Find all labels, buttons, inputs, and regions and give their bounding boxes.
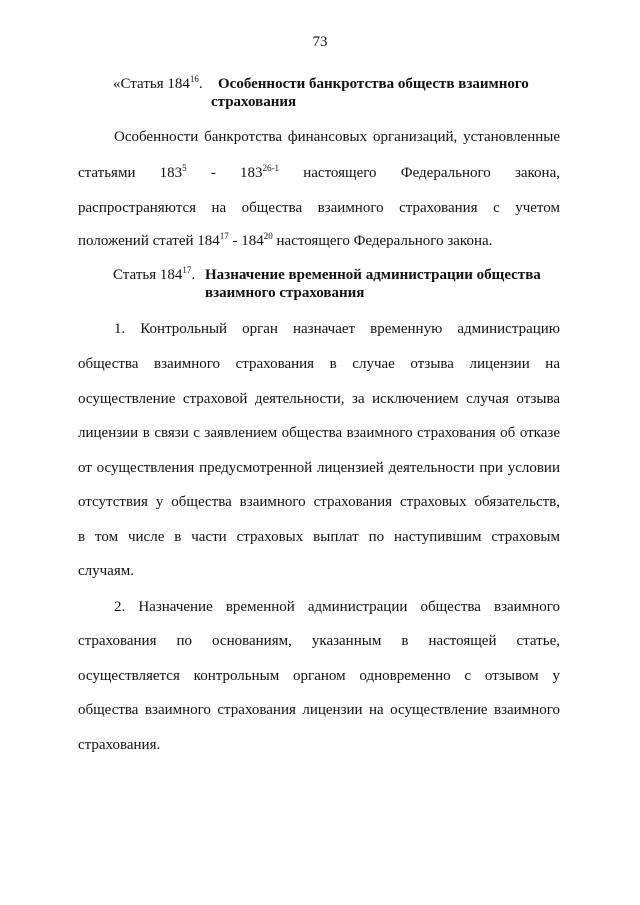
- para1-l4-c: настоящего Федерального закона.: [272, 233, 493, 249]
- article-184-17-title-line2: взаимного страхования: [205, 285, 365, 301]
- para1-l2-c: -: [210, 165, 216, 181]
- page-number: 73: [312, 34, 328, 50]
- quote-mark: «: [113, 76, 121, 92]
- item2-line1: 2. Назначение временной администрации общества взаимного: [114, 599, 560, 615]
- article-label-dot: .: [191, 267, 196, 283]
- article-label-sup: 16: [189, 74, 199, 84]
- article-184-16-title-line2: страхования: [211, 94, 297, 110]
- item1-line1: 1. Контрольный орган назначает временную администрацию: [114, 321, 560, 337]
- para1-l2-d: [240, 165, 279, 181]
- para1-line2: [78, 164, 560, 182]
- article-184-17-title-line1: Назначение временной администрации общества: [205, 267, 541, 283]
- para1-l4-a-sup: 17: [219, 231, 229, 241]
- article-184-17-label: [113, 266, 195, 284]
- para1-l4-b-sup: 20: [263, 231, 273, 241]
- para1-l2-d-sup: 26-1: [262, 163, 280, 173]
- article-label-dot: .: [198, 76, 203, 92]
- article-label-text: Статья 184: [120, 76, 190, 92]
- para1-l2-a: статьями: [78, 165, 136, 181]
- para1-l2-d-text: 183: [240, 165, 263, 181]
- item1-line4: лицензии в связи с заявлением общества взаимного страхования об отказе: [78, 425, 560, 441]
- para1-l2-b-sup: 5: [182, 163, 187, 173]
- para1-l4-a: положений статей 184: [78, 233, 220, 249]
- item1-line7: в том числе в части страховых выплат по наступившим страховым: [78, 529, 560, 545]
- article-label-sup: 17: [182, 265, 192, 275]
- item1-line5: от осуществления предусмотренной лицензией деятельности при условии: [78, 460, 560, 476]
- item1-line2: общества взаимного страхования в случае отзыва лицензии на: [78, 356, 560, 372]
- para1-line3: распространяются на общества взаимного страхования с учетом: [78, 200, 560, 216]
- item2-line4: общества взаимного страхования лицензии на осуществление взаимного: [78, 702, 560, 718]
- para1-l4-b: - 184: [228, 233, 264, 249]
- item1-line3: осуществление страховой деятельности, за исключением случая отзыва: [78, 391, 560, 407]
- para1-line1: Особенности банкротства финансовых организаций, установленные: [114, 129, 560, 145]
- para1-l2-b: [160, 165, 187, 181]
- item1-line6: отсутствия у общества взаимного страхования страховых обязательств,: [78, 494, 560, 510]
- para1-l2-f: Федерального: [400, 165, 491, 181]
- article-184-16-label: [113, 75, 203, 93]
- item2-line2: страхования по основаниям, указанным в настоящей статье,: [78, 633, 560, 649]
- para1-l2-g: закона,: [514, 165, 560, 181]
- item2-line5: страхования.: [78, 737, 161, 753]
- item1-line8: случаям.: [78, 563, 134, 579]
- para1-l2-e: настоящего: [303, 165, 377, 181]
- para1-line4: [78, 232, 492, 250]
- item2-line3: осуществляется контрольным органом одновременно с отзывом у: [78, 668, 560, 684]
- para1-l2-b-text: 183: [159, 165, 183, 181]
- article-184-16-title-line1: Особенности банкротства обществ взаимного: [218, 76, 529, 92]
- article-label-text: Статья 184: [113, 267, 183, 283]
